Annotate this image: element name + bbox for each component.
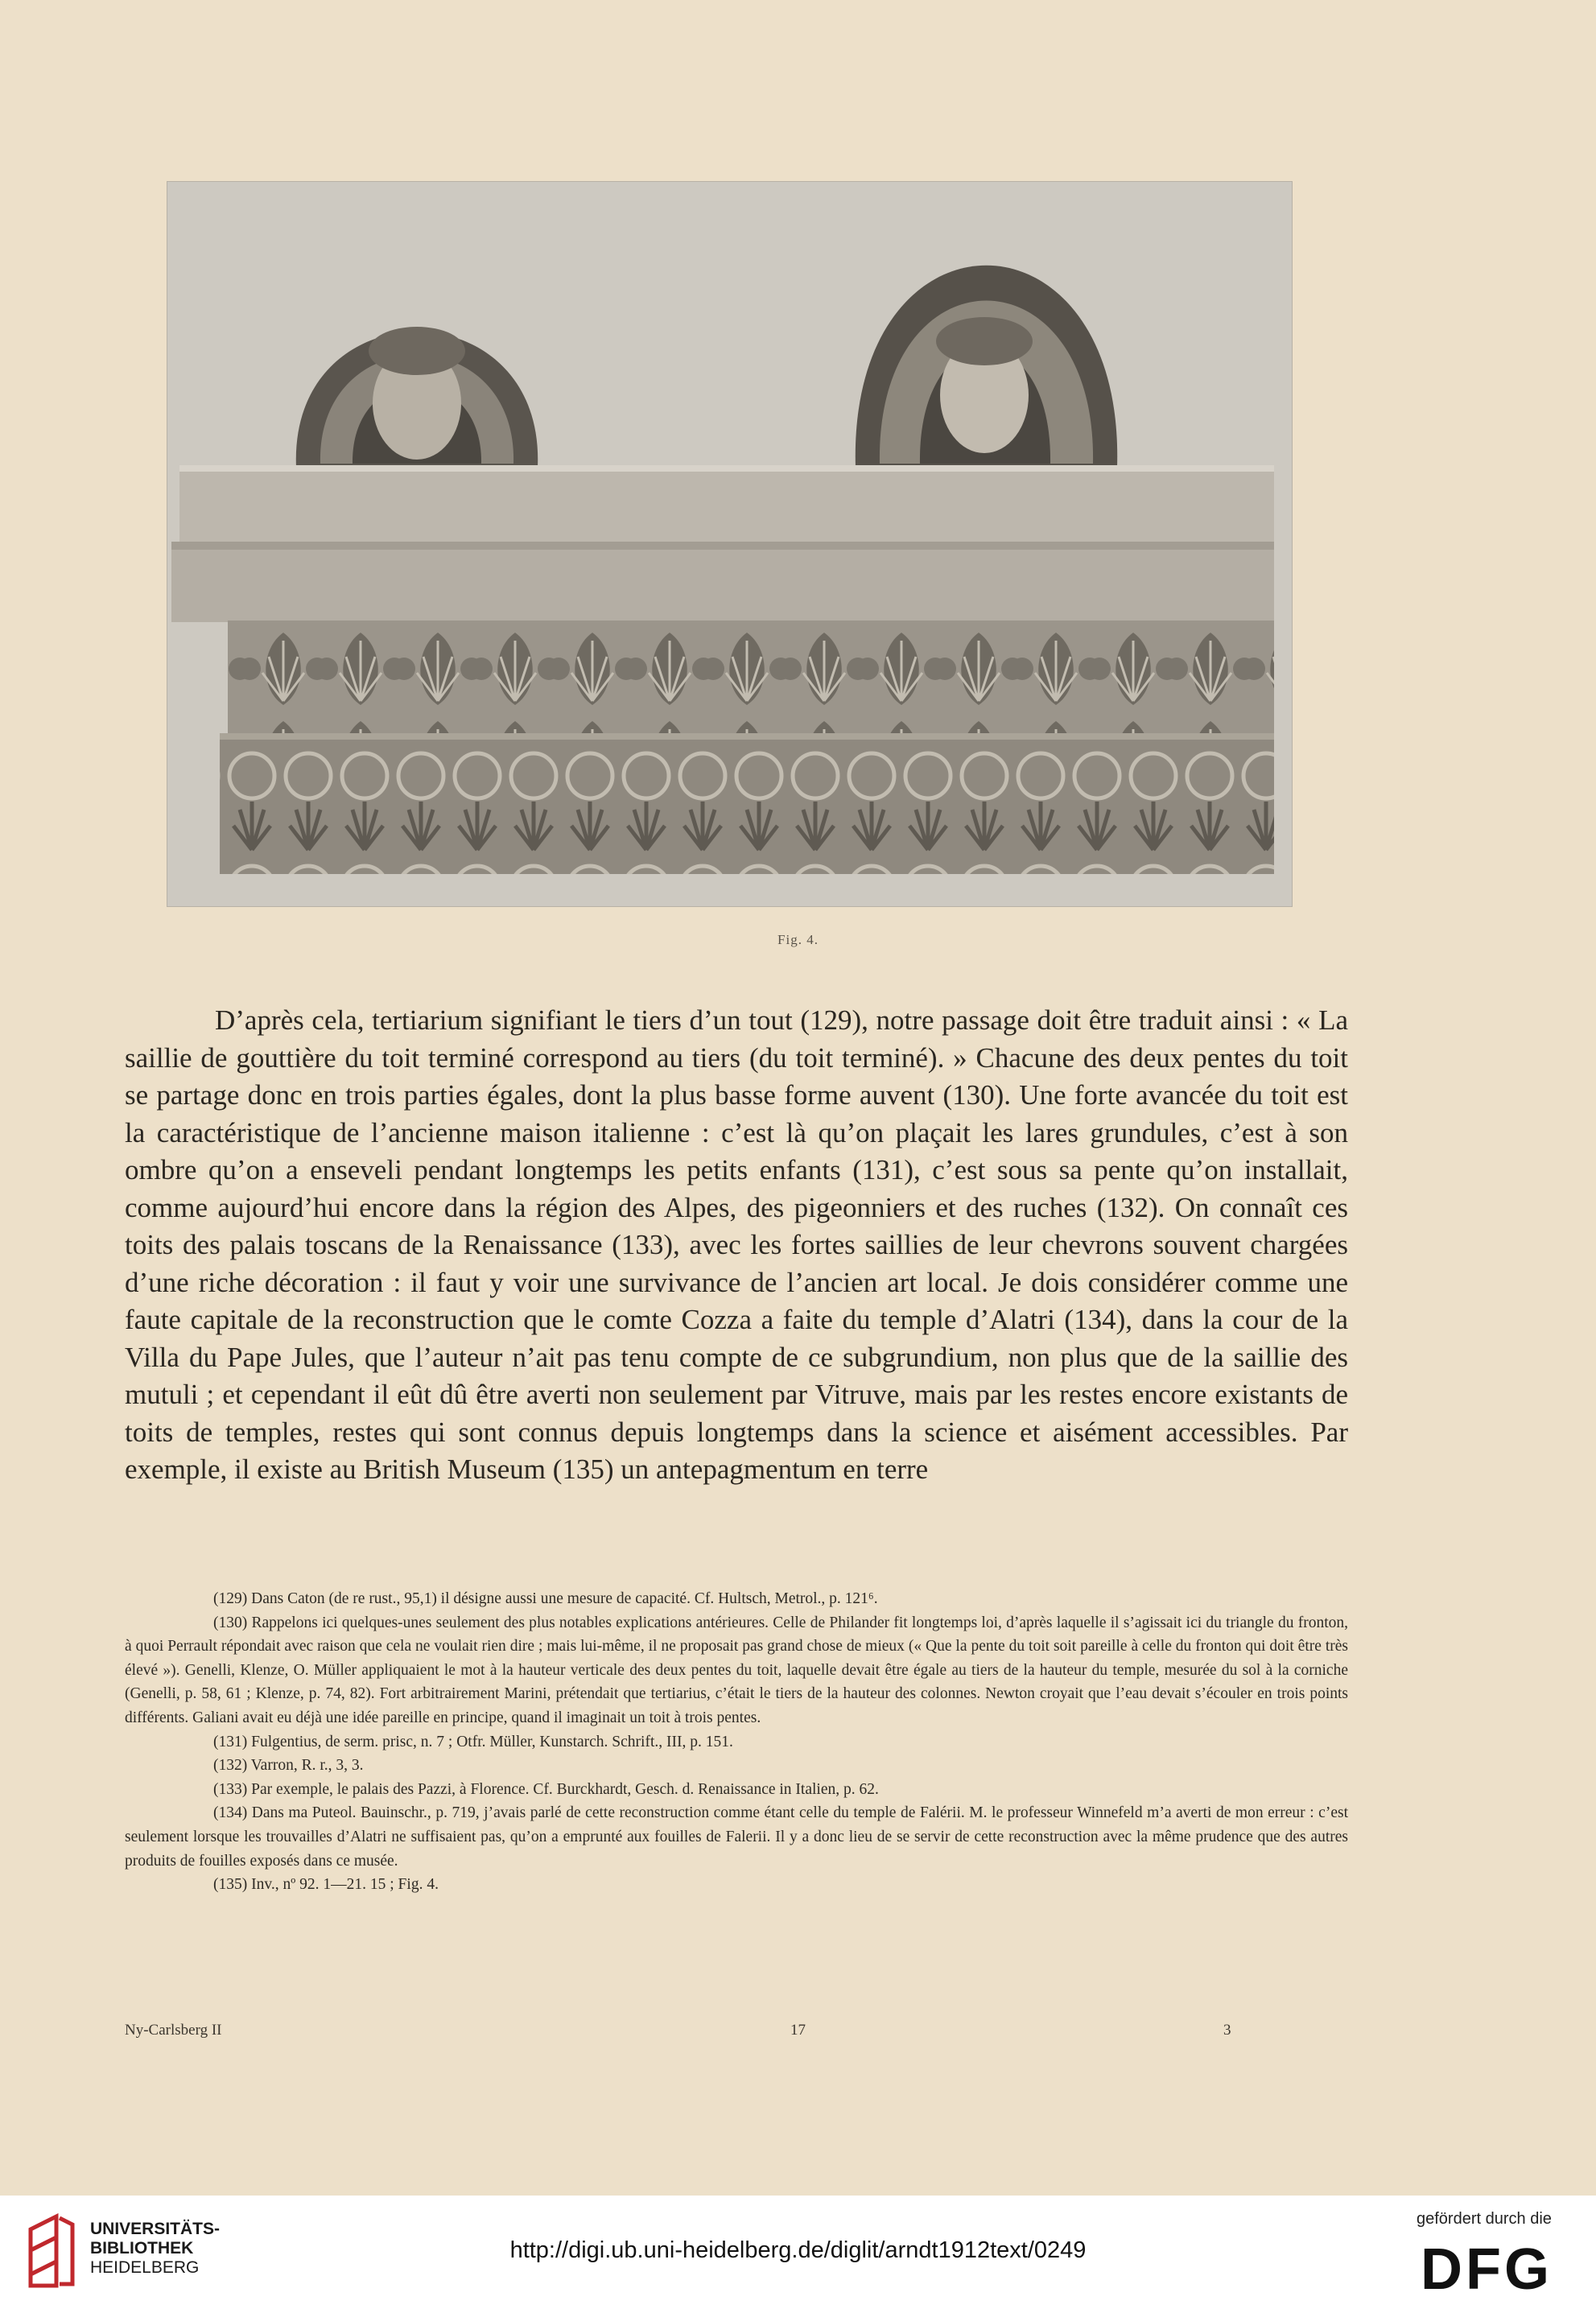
funded-by-label: gefördert durch die: [1417, 2210, 1552, 2228]
source-url-link[interactable]: http://digi.ub.uni-heidelberg.de/diglit/arndt1912text/0249: [509, 2237, 1087, 2263]
footnote-134: (134) Dans ma Puteol. Bauinschr., p. 719, j’avais parlé de cette reconstruction comme étant celle du temple de Falérii. M. le professeur Winnefeld m’a averti de mon erreur : c’est seulement lorsque les trouvailles d’Alatri ne suffisaient pas, qu’on a emprunté aux fouilles de Falerii. Il y a donc lieu de se servir de cette reconstruction avec la même prudence que des autres produits de fouilles exposés dans ce musée.: [125, 1804, 1348, 1870]
footnotes: [125, 1587, 1348, 1897]
footnote-130: (130) Rappelons ici quelques-unes seulement des plus notables explications antérieures. Celle de Philander fit longtemps loi, d’après laquelle il s’agissait ici du triangle du fronton, à quoi Perrault répondait avec raison que cela ne voulait rien dire ; mais lui-même, il ne proposait pas grand chose de mieux (« Que la pente du toit soit pareille à celle du fronton qui doit être très élevé »). Genelli, Klenze, O. Müller appliquaient le mot à la hauteur verticale des deux pentes du toit, laquelle devait être égale au tiers de la hauteur du temple, mesurée du sol à la corniche (Genelli, p. 58, 61 ; Klenze, p. 74, 82). Fort arbitrairement Marini, prétendait que tertiarius, c’était le tiers de la hauteur des colonnes. Newton croyait que l’eau devait s’écouler en trois points différents. Galiani avait eu déjà une idée pareille en principe, quand il imaginait un toit à trois pentes.: [125, 1614, 1348, 1726]
library-banner: [0, 2196, 1596, 2309]
terracotta-relief-illustration: [167, 182, 1292, 906]
footnote-135: (135) Inv., nº 92. 1—21. 15 ; Fig. 4.: [213, 1876, 439, 1894]
footer-signature: Ny-Carlsberg II: [125, 2022, 222, 2039]
footnote-133: (133) Par exemple, le palais des Pazzi, à Florence. Cf. Burckhardt, Gesch. d. Renaissance in Italien, p. 62.: [213, 1780, 879, 1798]
main-paragraph: [125, 1002, 1348, 1489]
footnote-132: (132) Varron, R. r., 3, 3.: [213, 1757, 364, 1775]
dfg-logo: DFG: [1421, 2237, 1553, 2302]
figure-photo: [167, 181, 1293, 907]
footnote-131: (131) Fulgentius, de serm. prisc, n. 7 ; Otfr. Müller, Kunstarch. Schrift., III, p. 151.: [213, 1733, 733, 1750]
footnote-129: (129) Dans Caton (de re rust., 95,1) il désigne aussi une mesure de capacité. Cf. Hultsch, Metrol., p. 121⁶.: [213, 1590, 878, 1607]
figure-caption: Fig. 4.: [777, 932, 819, 947]
library-name-line3: HEIDELBERG: [90, 2258, 200, 2277]
library-name-line2: BIBLIOTHEK: [90, 2239, 194, 2257]
page-number: 17: [790, 2022, 806, 2039]
footer-sheet-number: 3: [1223, 2022, 1231, 2039]
library-name-line1: UNIVERSITÄTS-: [90, 2220, 221, 2238]
paragraph-text: D’après cela, tertiarium signifiant le tiers d’un tout (129), notre passage doit être traduit ainsi : « La saillie de gouttière du toit terminé correspond au tiers (du toit terminé). » Chacune des deux pentes du toit se partage donc en trois parties égales, dont la plus basse forme auvent (130). Une forte avancée du toit est la caractéristique de l’ancienne maison italienne : c’est là qu’on plaçait les lares grundules, c’est à son ombre qu’on a enseveli pendant longtemps les petits enfants (131), c’est sous sa pente qu’on installait, comme aujourd’hui encore dans la région des Alpes, des pigeonniers et des ruches (132). On connaît ces toits des palais toscans de la Renaissance (133), avec les fortes saillies de leur chevrons souvent chargées d’une riche décoration : il faut y voir une survivance de l’ancien art local. Je dois considérer comme une faute capitale de la reconstruction que le comte Cozza a faite du temple d’Alatri (134), dans la cour de la Villa du Pape Jules, que l’auteur n’ait pas tenu compte de ce subgrundium, non plus que de la saillie des mutuli ; et cependant il eût dû être averti non seulement par Vitruve, mais par les restes encore existants de toits de temples, restes qui sont connus depuis longtemps dans la science et aisément accessibles. Par exemple, il existe au British Museum (135) un antepagmentum en terre: [125, 1004, 1348, 1485]
